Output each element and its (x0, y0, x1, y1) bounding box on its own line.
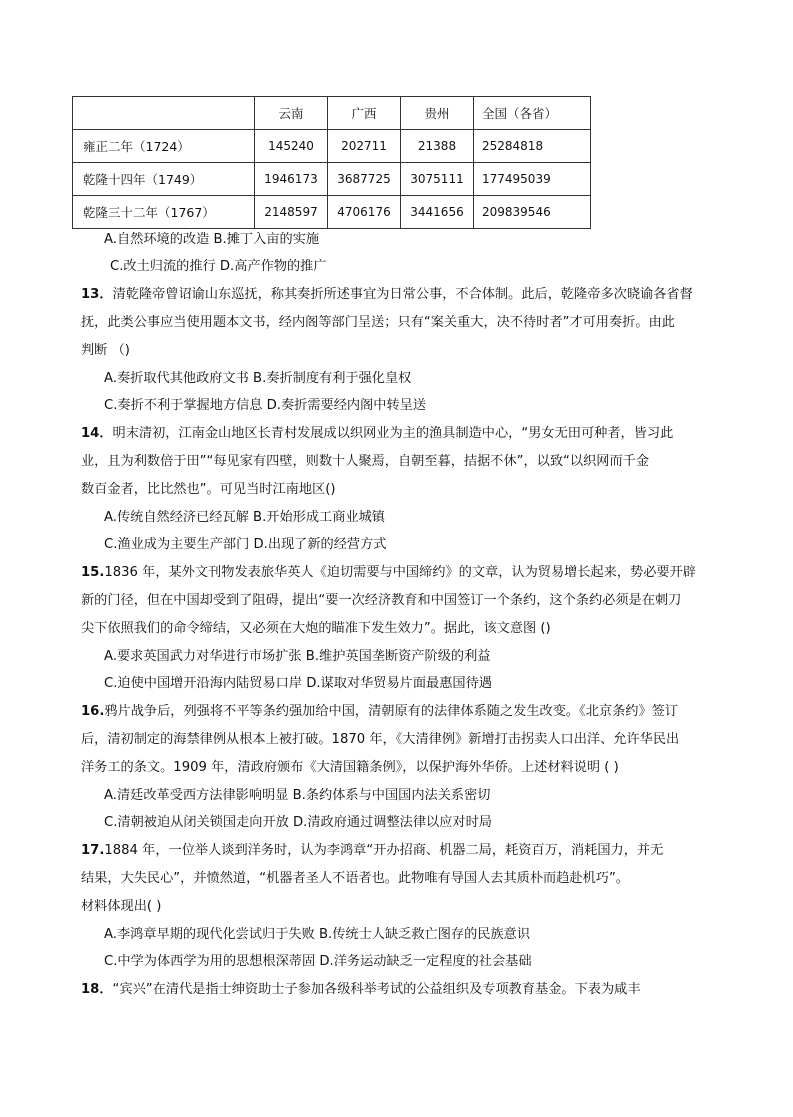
q16-line-3: 洋务工的条文。1909 年，清政府颁布《大清国籍条例》，以保护海外华侨。上述材料说明 ( ) (81, 760, 619, 775)
table-cell: 3687725 (328, 163, 401, 196)
q17-text: 1884 年，一位举人谈到洋务时，认为李鸿章“开办招商、机器二局，耗资百万，消耗国力，并无 (104, 843, 664, 858)
table-cell: 1946173 (255, 163, 328, 196)
table-header-row (73, 97, 591, 130)
q17-options-cd: C.中学为体西学为用的思想根深蒂固 D.洋务运动缺乏一定程度的社会基础 (104, 954, 532, 969)
q13-options-cd: C.奏折不利于掌握地方信息 D.奏折需要经内阁中转呈送 (104, 398, 427, 413)
question-number: 14． (81, 426, 113, 441)
q16-text: 鸦片战争后，列强将不平等条约强加给中国，清朝原有的法律体系随之发生改变。《北京条约》签订 (104, 704, 679, 719)
q15-options-ab: A.要求英国武力对华进行市场扩张 B.维护英国垄断资产阶级的利益 (104, 649, 491, 664)
question-number: 15. (81, 565, 105, 580)
q14-line-2: 业，且为利数倍于田”“每见家有四壁，则数十人聚焉，自朝至暮，拮据不休”，以致“以织网而千金 (81, 454, 650, 469)
table-cell: 177495039 (474, 163, 591, 196)
table-cell: 202711 (328, 130, 401, 163)
q15-text: 1836 年，某外文刊物发表旅华英人《迫切需要与中国缔约》的文章，认为贸易增长起来，势必要开辟 (104, 565, 696, 580)
q18-line-1 (81, 980, 641, 1000)
table-header-cell: 全国（各省） (474, 97, 591, 130)
table-header-cell (73, 97, 255, 130)
population-table (72, 96, 591, 229)
table-row (73, 163, 591, 196)
table-cell: 4706176 (328, 196, 401, 229)
q13-line-2: 抚，此类公事应当使用题本文书，经内阁等部门呈送；只有“案关重大，决不待时者”才可用奏折。由此 (81, 315, 675, 330)
table-row-label: 乾隆十四年（1749） (73, 163, 255, 196)
q15-options-cd: C.迫使中国增开沿海内陆贸易口岸 D.谋取对华贸易片面最惠国待遇 (104, 676, 492, 691)
table-cell: 3075111 (401, 163, 474, 196)
table-cell: 209839546 (474, 196, 591, 229)
table-cell: 2148597 (255, 196, 328, 229)
q17-line-2: 结果，大失民心”，并愤然道，“机器者圣人不语者也。此物唯有导国人去其质朴而趋赴机巧”。 (81, 871, 629, 886)
q12-options-ab: A.自然环境的改造 B.摊丁入亩的实施 (104, 232, 320, 247)
q18-text: “宾兴”在清代是指士绅资助士子参加各级科举考试的公益组织及专项教育基金。下表为咸丰 (112, 982, 641, 997)
q17-options-ab: A.李鸿章早期的现代化尝试归于失败 B.传统士人缺乏救亡图存的民族意识 (104, 927, 531, 942)
q13-line-1 (81, 285, 693, 305)
q14-line-1 (81, 424, 673, 444)
table-cell: 3441656 (401, 196, 474, 229)
q14-options-ab: A.传统自然经济已经瓦解 B.开始形成工商业城镇 (104, 510, 385, 525)
q13-text: 清乾隆帝曾诏谕山东巡抚，称其奏折所述事宜为日常公事，不合体制。此后，乾隆帝多次晓谕各省督 (112, 287, 693, 302)
q12-options-cd: C.改土归流的推行 D.高产作物的推广 (110, 259, 327, 274)
question-number: 13． (81, 287, 113, 302)
q13-options-ab: A.奏折取代其他政府文书 B.奏折制度有利于强化皇权 (104, 371, 412, 386)
q17-line-1 (81, 841, 663, 861)
question-number: 18． (81, 982, 113, 997)
q16-options-cd: C.清朝被迫从闭关锁国走向开放 D.清政府通过调整法律以应对时局 (104, 815, 492, 830)
q14-options-cd: C.渔业成为主要生产部门 D.出现了新的经营方式 (104, 537, 387, 552)
q16-line-1 (81, 702, 678, 722)
table-row-label: 雍正二年（1724） (73, 130, 255, 163)
table-cell: 21388 (401, 130, 474, 163)
q16-options-ab: A.清廷改革受西方法律影响明显 B.条约体系与中国国内法关系密切 (104, 788, 491, 803)
table-header-cell: 云南 (255, 97, 328, 130)
q15-line-1 (81, 563, 696, 583)
q14-text: 明末清初，江南金山地区长青村发展成以织网业为主的渔具制造中心，“男女无田可种者，皆习此 (112, 426, 674, 441)
table-row (73, 130, 591, 163)
q13-line-3: 判断 （) (81, 343, 130, 358)
table-cell: 25284818 (474, 130, 591, 163)
q15-line-2: 新的门径，但在中国却受到了阻碍，提出“要一次经济教育和中国签订一个条约，这个条约必须是在刺刀 (81, 593, 682, 608)
question-number: 16. (81, 704, 105, 719)
table-header-cell: 贵州 (401, 97, 474, 130)
question-number: 17. (81, 843, 105, 858)
table-row-label: 乾隆三十二年（1767） (73, 196, 255, 229)
q15-line-3: 尖下依照我们的命令缔结，又必须在大炮的瞄准下发生效力”。据此，该文意图 () (81, 621, 551, 636)
table-row (73, 196, 591, 229)
table-cell: 145240 (255, 130, 328, 163)
q16-line-2: 后，清初制定的海禁律例从根本上被打破。1870 年，《大清律例》新增打击拐卖人口出洋、允许华民出 (81, 732, 680, 747)
q14-line-3: 数百金者，比比然也”。可见当时江南地区() (81, 482, 336, 497)
q17-line-3: 材料体现出( ) (81, 899, 162, 914)
table-header-cell: 广西 (328, 97, 401, 130)
